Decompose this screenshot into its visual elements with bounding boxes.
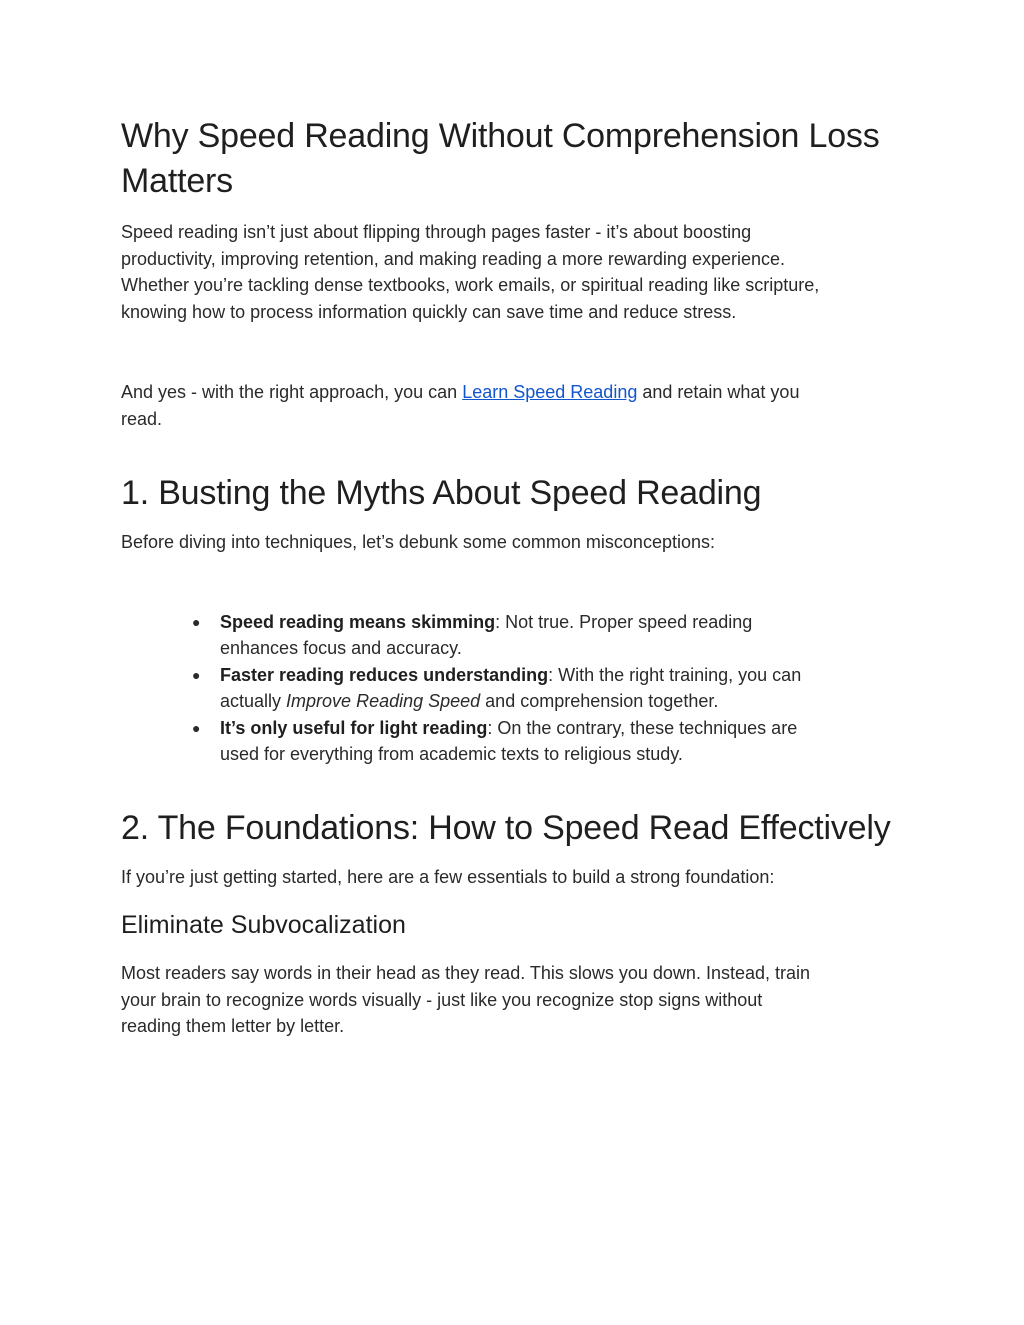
bullet-italic: Improve Reading Speed: [286, 691, 481, 711]
section-2-heading: 2. The Foundations: How to Speed Read Effectively: [121, 808, 891, 847]
list-item: [192, 662, 911, 715]
bullet-bold: Faster reading reduces understanding: [220, 664, 549, 685]
body-line-3: reading them letter by letter.: [121, 1016, 345, 1036]
intro-paragraph: [121, 219, 911, 325]
subsection-body: [121, 960, 911, 1040]
page-title: [121, 114, 911, 204]
bullet-text: : With the right training, you can: [548, 664, 802, 685]
body-line-1: Most readers say words in their head as they read. This slows you down. Instead, train: [121, 963, 811, 983]
link-paragraph: [121, 379, 911, 432]
link-paragraph-line-2: read.: [121, 408, 163, 429]
section-1-heading: 1. Busting the Myths About Speed Reading: [121, 474, 762, 512]
section-1-lead: Before diving into techniques, let’s debunk some common misconceptions:: [121, 532, 715, 552]
bullet-text-line-2-before: actually: [220, 691, 287, 711]
myths-list: [121, 609, 911, 768]
bullet-bold: Speed reading means skimming: [220, 611, 496, 632]
intro-line-3: Whether you’re tackling dense textbooks, work emails, or spiritual reading like scripture,: [121, 275, 820, 295]
bullet-text-line-2-after: and comprehension together.: [480, 691, 719, 711]
list-item: [192, 715, 911, 768]
body-line-2: your brain to recognize words visually - just like you recognize stop signs without: [121, 989, 763, 1010]
bullet-bold: It’s only useful for light reading: [220, 717, 488, 738]
link-paragraph-after: and retain what you: [637, 382, 800, 402]
bullet-text: : Not true. Proper speed reading: [495, 611, 753, 632]
bullet-icon: ●: [192, 666, 201, 683]
title-line-1: Why Speed Reading Without Comprehension Loss: [121, 117, 880, 155]
bullet-icon: ●: [192, 613, 201, 630]
list-item: [192, 609, 911, 662]
intro-line-4: knowing how to process information quickly can save time and reduce stress.: [121, 301, 737, 322]
link-paragraph-before: And yes - with the right approach, you can: [121, 382, 463, 402]
intro-line-2: productivity, improving retention, and making reading a more rewarding experience.: [121, 248, 786, 269]
subsection-heading: Eliminate Subvocalization: [121, 911, 406, 939]
bullet-text-line-2: used for everything from academic texts to religious study.: [220, 744, 683, 764]
section-2-lead: If you’re just getting started, here are a few essentials to build a strong foundation:: [121, 866, 775, 887]
title-line-2: Matters: [121, 162, 233, 200]
bullet-text: : On the contrary, these techniques are: [487, 717, 798, 738]
intro-line-1: Speed reading isn’t just about flipping through pages faster - it’s about boosting: [121, 222, 752, 242]
bullet-icon: ●: [192, 719, 201, 736]
bullet-text-line-2: enhances focus and accuracy.: [220, 638, 462, 658]
learn-speed-reading-link[interactable]: Learn Speed Reading: [462, 382, 638, 402]
document-page: [121, 114, 911, 1040]
